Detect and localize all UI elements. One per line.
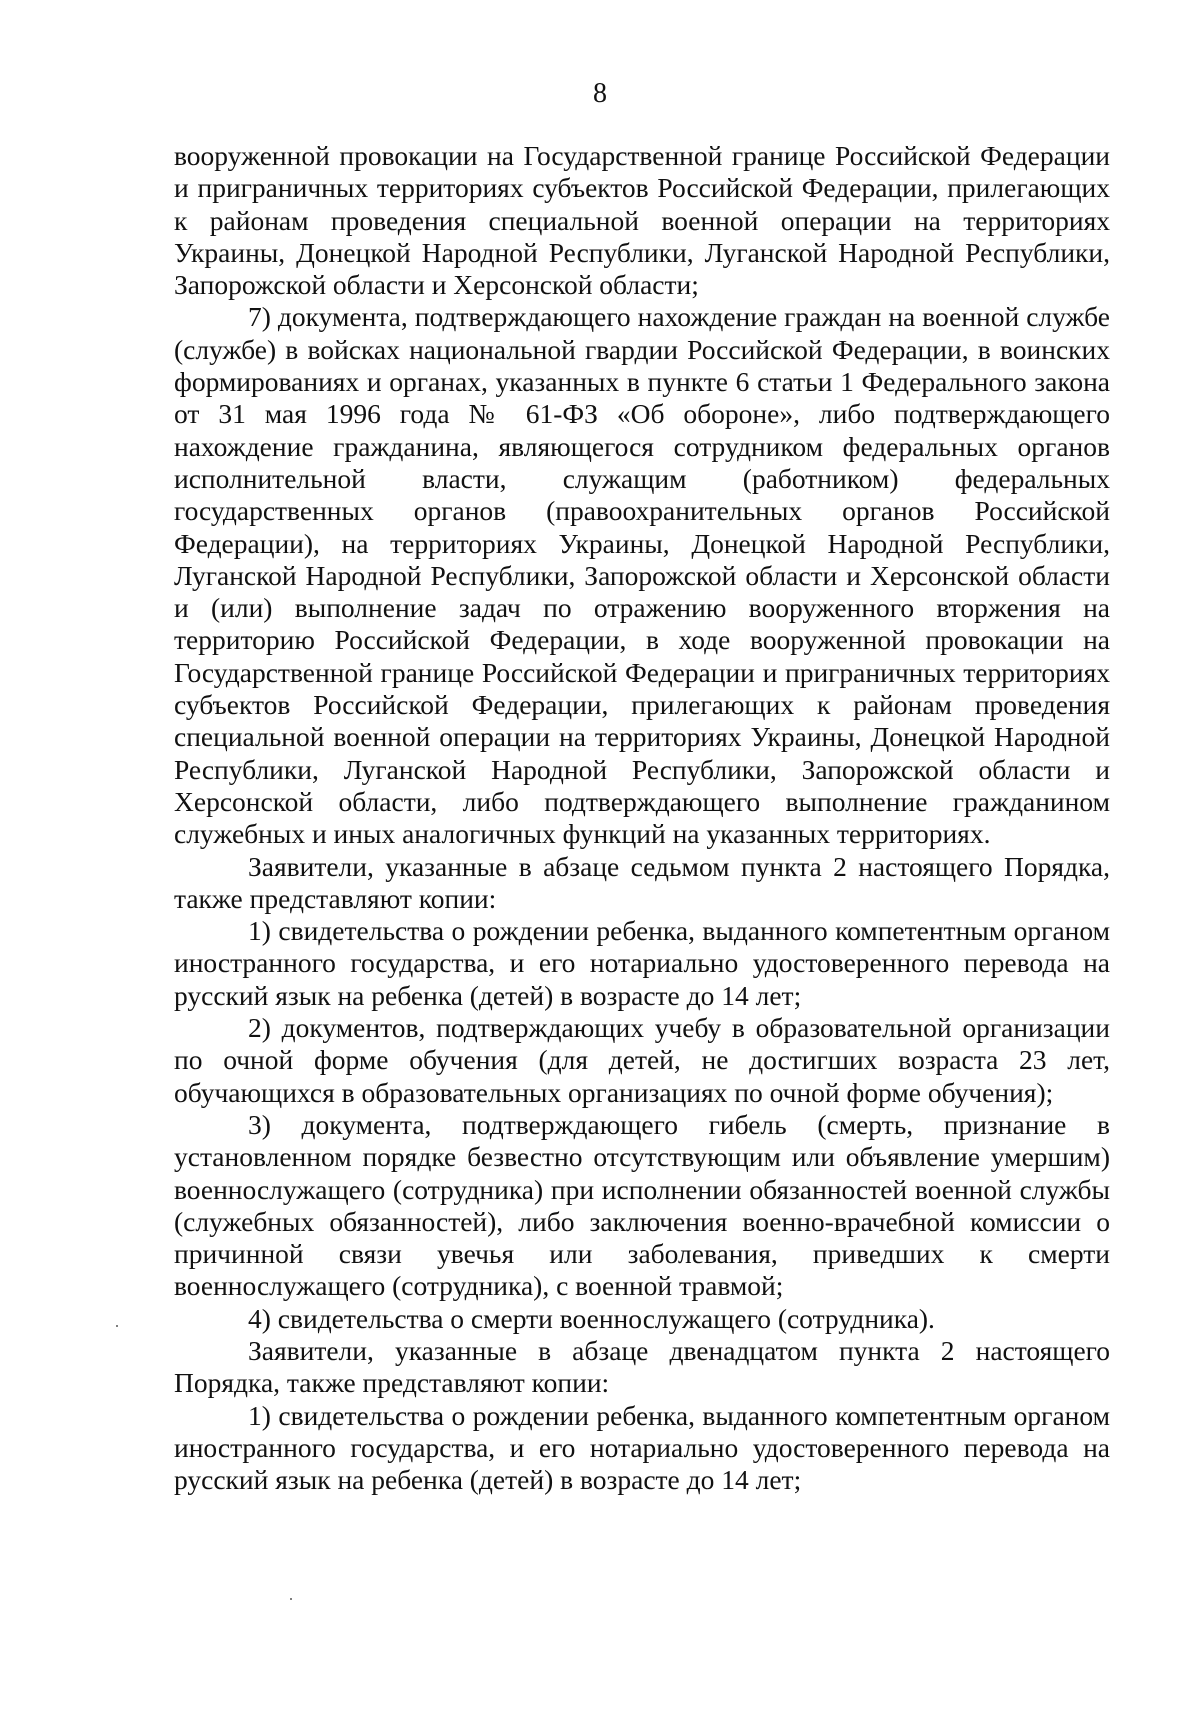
paragraph-list-item-3: 3) документа, подтверждающего гибель (смерть, признание в установленном порядке безвестно отсутствующим или объявление умершим) военнослужащего (сотрудника) при исполнении обязанностей военной службы (служебных обязанностей), либо заключения военно-врачебной комиссии о причинной связи увечья или заболевания, приведших к смерти военнослужащего (сотрудника), с военной травмой; bbox=[174, 1108, 1110, 1302]
scan-speck bbox=[116, 1325, 118, 1327]
paragraph-item-7: 7) документа, подтверждающего нахождение граждан на военной службе (службе) в войсках национальной гвардии Российской Федерации, в воинских формированиях и органах, указанных в пункте 6 статьи 1 Федерального закона от 31 мая 1996 года № 61-ФЗ «Об обороне», либо подтверждающего нахождение гражданина, являющегося сотрудником федеральных органов исполнительной власти, служащим (работником) федеральных государственных органов (правоохранительных органов Российской Федерации), на территориях Украины, Донецкой Народной Республики, Луганской Народной Республики, Запорожской области и Херсонской области и (или) выполнение задач по отражению вооруженного вторжения на территорию Российской Федерации, в ходе вооруженной провокации на Государственной границе Российской Федерации и приграничных территориях субъектов Российской Федерации, прилегающих к районам проведения специальной военной операции на территориях Украины, Донецкой Народной Республики, Луганской Народной Республики, Запорожской области и Херсонской области, либо подтверждающего выполнение гражданином служебных и иных аналогичных функций на указанных территориях. bbox=[174, 301, 1110, 850]
paragraph-continuation: вооруженной провокации на Государственной границе Российской Федерации и приграничных территориях субъектов Российской Федерации, прилегающих к районам проведения специальной военной операции на территориях Украины, Донецкой Народной Республики, Луганской Народной Республики, Запорожской области и Херсонской области; bbox=[174, 140, 1110, 301]
paragraph-applicants-para-7: Заявители, указанные в абзаце седьмом пункта 2 настоящего Порядка, также представляют копии: bbox=[174, 850, 1110, 914]
document-body bbox=[174, 140, 1110, 1496]
paragraph-list-item-2: 2) документов, подтверждающих учебу в образовательной организации по очной форме обучения (для детей, не достигших возраста 23 лет, обучающихся в образовательных организациях по очной форме обучения); bbox=[174, 1012, 1110, 1108]
scan-speck bbox=[290, 1598, 292, 1600]
paragraph-list-item-1: 1) свидетельства о рождении ребенка, выданного компетентным органом иностранного государства, и его нотариально удостоверенного перевода на русский язык на ребенка (детей) в возрасте до 14 лет; bbox=[174, 915, 1110, 1011]
page-number: 8 bbox=[593, 78, 607, 109]
paragraph-list-item-1-second: 1) свидетельства о рождении ребенка, выданного компетентным органом иностранного государства, и его нотариально удостоверенного перевода на русский язык на ребенка (детей) в возрасте до 14 лет; bbox=[174, 1399, 1110, 1496]
paragraph-applicants-para-12: Заявители, указанные в абзаце двенадцатом пункта 2 настоящего Порядка, также представляют копии: bbox=[174, 1334, 1110, 1399]
paragraph-list-item-4: 4) свидетельства о смерти военнослужащего (сотрудника). bbox=[248, 1302, 935, 1334]
